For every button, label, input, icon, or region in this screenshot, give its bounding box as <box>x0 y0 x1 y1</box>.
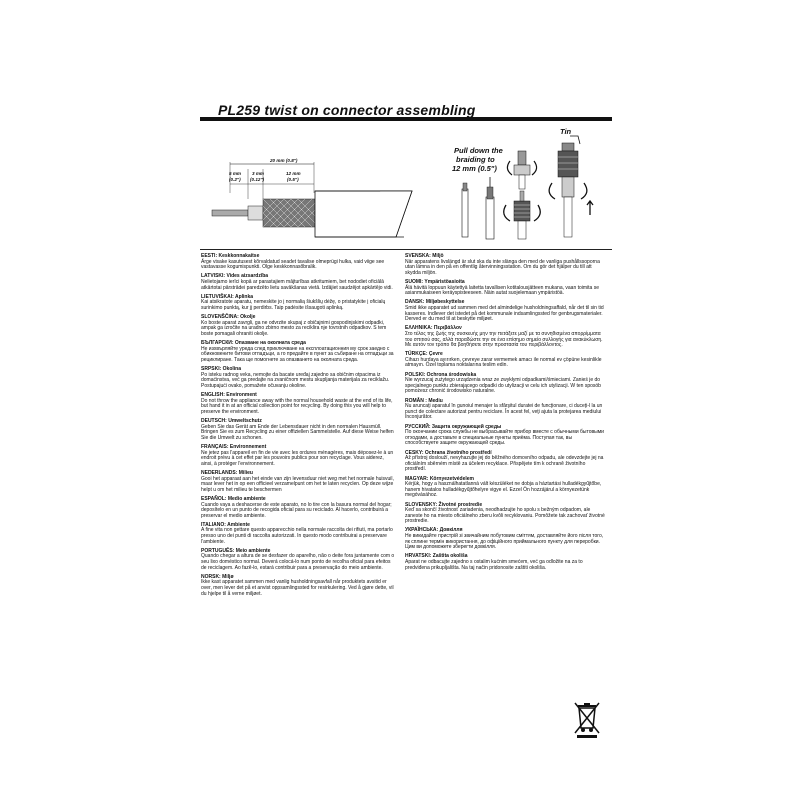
recycling-notice <box>405 300 605 322</box>
tin-label: Tin <box>560 127 572 136</box>
notice-body: Στο τέλος της ζωής της συσκευής μην την πετάξετε μαζί με τα συνηθισμένα απορρίμματα του σπιτιού σας, αλλά παραδώστε την σε ένα επίσημο σημείο συλλογής για ανακύκλωση. Με αυτόν τον τρόπο θα βοηθήσετε στην προστασία του περιβάλλοντος. <box>405 330 603 349</box>
recycling-notice <box>201 341 396 363</box>
dim-b-label: 3 mm <box>252 171 265 176</box>
recycling-notice <box>405 528 605 550</box>
notice-body: Ko boste aparat zavrgli, ga ne odvrzite skupaj z običajnimi gospodinjskimi odpadki, ampak ga izročite na uradno zbirno mesto za reciklira nje tovrstnih odpadkov. S tem boste pomagali ohraniti okolje. <box>201 319 387 337</box>
notice-heading: LIETUVIŠKAI: Aplinka <box>201 293 254 300</box>
notice-heading: POLSKI: Ochrona środowiska <box>405 371 477 378</box>
notice-heading: NEDERLANDS: Milieu <box>201 469 253 476</box>
recycling-notices-left <box>201 254 396 601</box>
notice-body: A fine vita non gettare questo apparecchio nella normale raccolta dei rifiuti, ma portarlo presso uno dei punti di raccolta autorizzati. In questo modo contribuirai a preservare l'ambiente. <box>201 527 393 545</box>
pull-down-line2: braiding to <box>456 155 495 164</box>
recycling-notice <box>201 575 396 597</box>
section-divider <box>200 249 612 250</box>
notice-heading: MAGYAR: Környezetvédelem <box>405 475 475 482</box>
notice-body: Kérjük, hogy a használhatatlanná vált készüléket ne dobja a háztartási hulladékgyűjtőbe, hanem hivatalos hulladékgyűjtőhelyre vigye el. Ezzel Ön hozzájárul a környezetünk megóvásához. <box>405 481 602 499</box>
dim-total-label: 20 mm (0.8") <box>270 158 298 163</box>
notice-heading: ESPAÑOL: Medio ambiente <box>201 495 266 502</box>
recycling-notice <box>201 471 396 493</box>
recycling-notice <box>405 554 605 571</box>
recycling-notice <box>201 549 396 571</box>
recycling-notice <box>201 254 396 271</box>
notice-body: Kai atsikratote aparatu, nemeskite jo į normalią šiukšlių dėžę, o pristatykite į oficialų surinkimo punktą, kur jį perdirbs. Taip padėsite išsaugoti aplinką. <box>201 299 386 311</box>
notice-heading: SLOVENSKY: Životné prostredie <box>405 501 483 508</box>
connector-diagram <box>200 127 612 247</box>
recycling-notice <box>201 419 396 441</box>
recycling-notice <box>201 393 396 415</box>
notice-heading: SLOVENŠČINA: Okolje <box>201 314 256 321</box>
notice-body: Po isteku radnog veka, nemojte da bacate uređaj zajedno sa običnim otpacima iz domaćinstva, već ga predajte na zvaničnom mestu skupljanja materijala za reciklažu. Postupajući ovako, pomažete očuvanju okoline. <box>201 371 390 389</box>
notice-heading: ΕΛΛΗΝΙΚΑ: Περιβάλλον <box>405 325 462 332</box>
notice-body: Ärge visake kasutusest kõrvaldatud seadet tavalise olmeprügi hulka, vaid viige see vastavasse kogumispunkti. Olge keskkonnasõbralik. <box>201 258 385 271</box>
recycling-notice <box>201 523 396 545</box>
recycling-notice <box>201 445 396 467</box>
page-title: PL259 twist on connector assembling <box>218 102 476 118</box>
recycling-notice <box>201 367 396 389</box>
notice-body: Aparat ne odbacujte zajedno s ostalim kućnim smećem, već ga odložite na za to predviđena prikupljališta. Na taj način pridonosite zaštiti okoliša. <box>405 559 583 571</box>
notice-heading: БЪЛГАРСКИ: Опазване на околната среда <box>201 340 306 347</box>
notice-heading: УКРАЇНСЬКА: Довкілля <box>405 527 463 534</box>
recycling-notice <box>405 503 605 525</box>
recycling-notice <box>405 425 605 447</box>
notice-heading: РУССКИЙ: Защита окружающей среды <box>405 423 502 430</box>
recycling-notice <box>405 254 605 276</box>
notice-body: Nelietojamo ierīci kopā ar parastajiem mājturības atkritumiem, bet nododiet oficiālā atkārtotai pārstrādei paredzēto lietu savākšanas vietā. Izdājiet saudzējot apkārtējo vidi. <box>201 278 393 291</box>
notice-body: Не изхвърляйте уреда след приключване на експлоатационния му срок заедно с обикновените битови отпадъци, а го предайте в пункт за събиране на отпадъци за рециклиране. Така ще помогнете за опазването на околната среда. <box>201 345 394 363</box>
dim-b-inch: (0.12") <box>250 177 265 182</box>
recycling-notice <box>405 326 605 348</box>
notice-body: Ikke kast apparatet sammen med vanlig husholdningsavfall når produktets avsitid er over, men lever det på et anvist oppsamlingssted for resirkulering. Ved å gjøre dette, vil du hjelpe til å verne miljøet. <box>201 579 394 597</box>
recycling-notice <box>405 451 605 473</box>
notice-body: Nu aruncaţi aparatul în gunoiul menajer la sfârşitul duratei de funcţionare, ci duceţi-l la un punct de colectare autorizat pentru reciclare. În acest fel, veţi ajuta la protejarea mediului înconjurător. <box>405 403 603 421</box>
recycling-notice <box>201 274 396 291</box>
dim-a-inch: (0.2") <box>229 177 241 182</box>
recycling-notice <box>405 399 605 421</box>
notice-heading: PORTUGUÊS: Meio ambiente <box>201 547 271 554</box>
notice-heading: ITALIANO: Ambiente <box>201 521 250 528</box>
recycling-notice <box>405 352 605 369</box>
notice-heading: LATVISKI: Vides aizsardzība <box>201 273 269 280</box>
notice-body: När apparatens livslängd är slut ska du inte slänga den med de vanliga pushållssoporna utan lämna in den på en offentlig återvinningsstation. Om du gör det hjälper du till att skydda miljön. <box>405 258 600 276</box>
weee-bin-icon <box>573 701 601 739</box>
cable-cutaway-illustration <box>212 158 412 237</box>
recycling-notice <box>405 477 605 499</box>
notice-body: Не викидайте пристрій зі звичайним побутовим сміттям, доставляйте його після того, як сплине термін використання, до офіційного приймального пункту для переробки. Цим ви допоможете зберегти довкілля. <box>405 533 604 551</box>
notice-body: Do not throw the appliance away with the normal household waste at the end of its life, but hand it in at an official collection point for recycling. By doing this you will help to preserve the environment. <box>201 397 393 415</box>
notice-body: Nie wyrzucaj zużytego urządzenia wraz ze zwykłymi odpadkami/śmieciami. Zanieś je do specjalnego punktu zbierającego odpadki do utylizacji w celu ich utylizacji. W ten sposób pomożesz chronić środowisko naturalne. <box>405 377 601 395</box>
notice-heading: NORSK: Miljø <box>201 573 234 580</box>
notice-heading: EESTI: Keskkonnakaitse <box>201 253 260 259</box>
notice-heading: HRVATSKI: Zaštita okoliša <box>405 553 468 560</box>
notice-heading: DANSK: Miljøbeskyttelse <box>405 299 465 306</box>
recycling-notices-right <box>405 254 605 575</box>
notice-heading: SVENSKA: Miljö <box>405 253 444 259</box>
recycling-notice <box>405 373 605 395</box>
notice-body: Ne jetez pas l'appareil en fin de vie avec les ordures ménagères, mais déposez-le à un endroit prévu à cet effet par les pouvoirs publics pour son recyclage. Vous aiderez, ainsi, à protéger l'environnement. <box>201 449 394 467</box>
notice-heading: TÜRKÇE: Çevre <box>405 351 443 358</box>
recycling-notice <box>405 280 605 297</box>
recycling-notice <box>201 497 396 519</box>
dim-c-inch: (0.5") <box>287 177 299 182</box>
notice-body: Cihazı hurdaya ayırırken, çevreye zarar vermemek amacı ile normal ev çöpüne kesinlikle atmayın. Özel toplama noktalarına teslim edin. <box>405 356 602 369</box>
notice-heading: FRANÇAIS: Environnement <box>201 443 267 450</box>
notice-body: Quando chegar a altura de se desfazer do aparelho, não o deite fora juntamente com o seu lixo doméstico normal. Deverá colocá-lo num ponto de recolha oficial para efeitos de reciclagem. Ao fazê-lo, estará contribuir para a preservação do meio ambiente. <box>201 553 395 571</box>
dim-c-label: 12 mm <box>286 171 301 176</box>
notice-heading: DEUTSCH: Umweltschutz <box>201 418 262 424</box>
notice-body: Cuando vaya a deshacerse de este aparato, no lo tire con la basura normal del hogar; deposítelo en un punto de recogida oficial para su reciclado. Al hacerlo, contribuirá a preservar el medio ambiente. <box>201 501 392 519</box>
notice-heading: SUOMI: Ympäristöasioita <box>405 278 465 285</box>
notice-body: Geben Sie das Gerät am Ende der Lebensdauer nicht in den normalen Hausmüll. Bringen Sie es zum Recycling zu einer offiziellen Sammelstelle. Auf diese Weise helfen Sie die Umwelt zu schonen. <box>201 423 394 441</box>
notice-heading: CESKY: Ochrana životního prostředí <box>405 449 492 456</box>
assembly-steps-illustration <box>452 127 593 239</box>
notice-body: По окончании срока службы не выбрасывайте прибор вместе с обычными бытовыми отходами, а доставьте в специальные пункты приёма. Поступая так, вы способствуете защите окружающей среды. <box>405 429 604 447</box>
notice-body: Až přístroj doslouží, nevyhazujte jej do běžného domovního odpadu, ale odevzdejte jej na oficiálním sběrném místě za účelem recyklace. Přispějete tím k ochraně životního prostředí. <box>405 455 604 473</box>
notice-heading: SRPSKI: Okolina <box>201 366 242 373</box>
notice-heading: ROMÂN : Mediu <box>405 397 443 404</box>
notice-body: Keď sa skončí životnosť zariadenia, neodhadzujte ho spolu s bežným odpadom, ale zaneste ho na miesto oficiálneho zberu kvôli recyklovaniu. Pomôžete tak zachovať životné prostredie. <box>405 507 605 525</box>
notice-body: Älä hävitä loppuun käytettyä laitetta tavallisen kotitalousjätteen mukana, vaan toimita se asianmukaiseen keräyspisteeseen. Näin autat suojelemaan ympäristöä. <box>405 284 600 297</box>
notice-body: Smid ikke apparatet ud sammen med det almindelige husholdningsaffald, når det til sin tid kasseres. Indlever det istedet på det kommunale indsamlingssted for genbrugsmaterialer. Derved er du med til at beskytte miljøet. <box>405 304 604 323</box>
recycling-notice <box>201 315 396 337</box>
notice-heading: ENGLISH: Environment <box>201 392 257 399</box>
dim-a-label: 5 mm <box>229 171 242 176</box>
recycling-notice <box>201 295 396 312</box>
pull-down-line1: Pull down the <box>454 146 503 155</box>
pull-down-line3: 12 mm (0.5") <box>452 164 497 173</box>
notice-body: Gooi het apparaat aan het einde van zijn levensduur niet weg met het normale huisvuil, maar lever het in op een officieel verzamelpunt om het te laten recyclen. Op deze wijze helpt u om het milieu te beschermen <box>201 475 394 493</box>
